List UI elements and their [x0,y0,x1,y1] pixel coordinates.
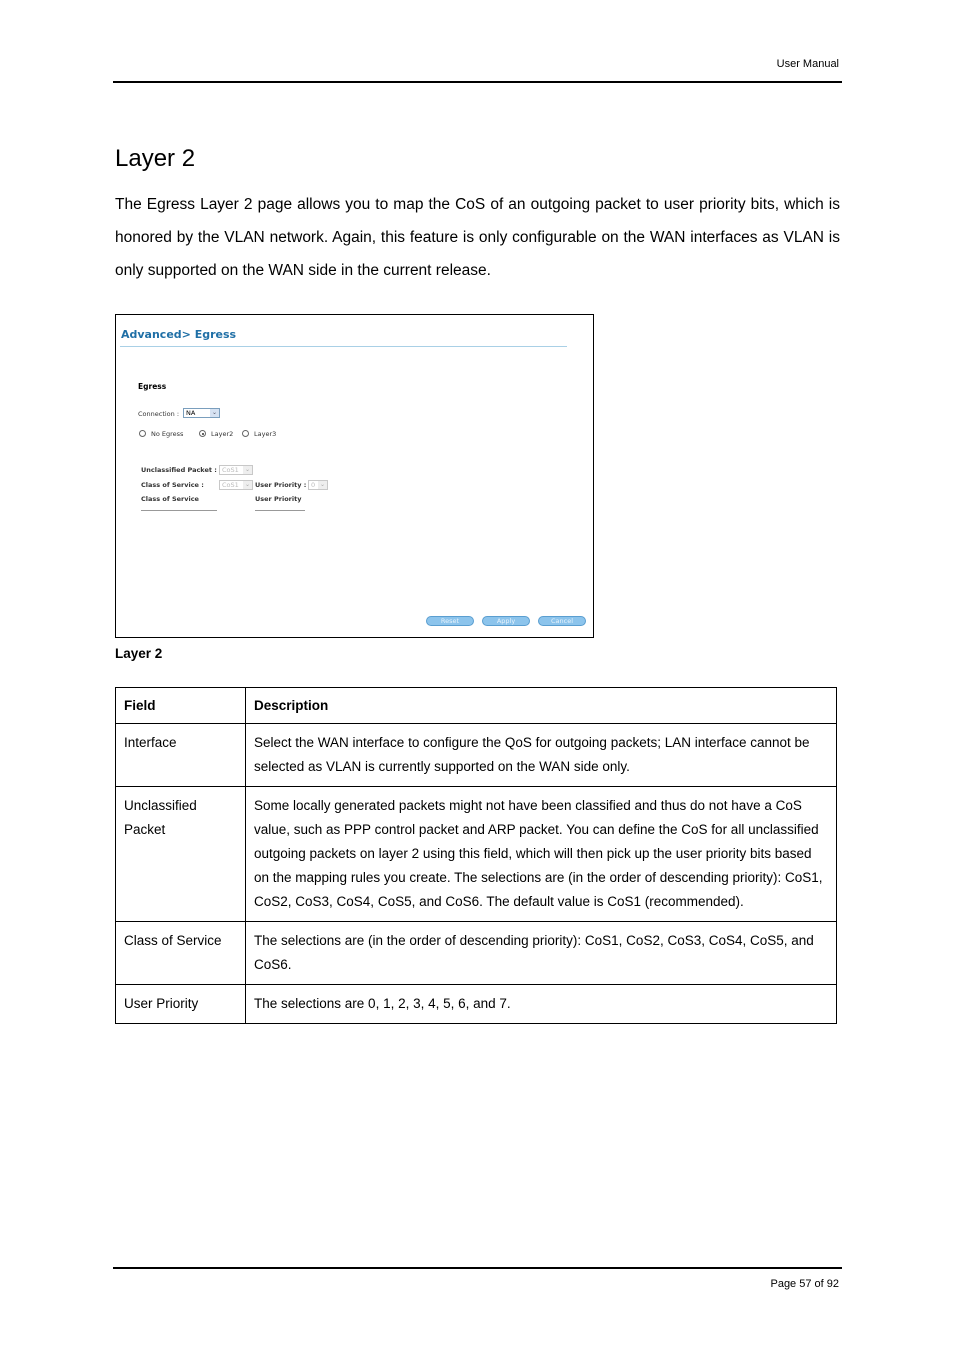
unclassified-select[interactable] [219,465,253,475]
radio-layer3-label: Layer3 [254,430,277,438]
field-cell: Interface [116,724,246,787]
chevron-down-icon: ⌄ [244,481,251,488]
footer-rule [113,1267,842,1269]
cancel-button[interactable]: Cancel [538,616,586,626]
radio-no-egress-label: No Egress [151,430,184,438]
description-cell: Some locally generated packets might not have been classified and thus do not have a CoS value, such as PPP control packet and ARP packet. You can define the CoS for all unclassified outgoing packets on layer 2 using this field, which will then pick up the user priority bits based on the mapping rules you create. The selections are (in the order of descending priority): CoS1, CoS2, CoS3, CoS4, CoS5, and CoS6. The default value is CoS1 (recommended). [246,787,837,922]
table-row [116,922,837,985]
connection-label: Connection : [138,410,180,418]
table-row [116,985,837,1024]
radio-layer3[interactable] [242,430,249,437]
chevron-down-icon: ⌄ [211,409,218,416]
radio-layer2-label: Layer2 [211,430,234,438]
breadcrumb: Advanced> Egress [121,328,237,341]
table-row [116,724,837,787]
user-priority-select[interactable] [308,480,328,490]
col-header-cos: Class of Service [141,495,199,503]
header-description: Description [246,688,837,724]
cos-select[interactable] [219,480,253,490]
egress-screenshot [115,314,594,638]
radio-no-egress[interactable] [139,430,146,437]
unclassified-label: Unclassified Packet : [141,466,217,474]
description-cell: Select the WAN interface to configure the QoS for outgoing packets; LAN interface cannot be selected as VLAN is currently supported on the WAN side only. [246,724,837,787]
field-cell: Unclassified Packet [116,787,246,922]
chevron-down-icon: ⌄ [319,481,326,488]
radio-layer2[interactable] [199,430,206,437]
table-row [116,787,837,922]
apply-button[interactable]: Apply [482,616,530,626]
breadcrumb-rule [120,346,567,347]
field-cell: User Priority [116,985,246,1024]
chevron-down-icon: ⌄ [244,466,251,473]
unclassified-value: CoS1 [222,466,239,474]
cos-label: Class of Service : [141,481,204,489]
table-header-row [116,688,837,724]
field-cell: Class of Service [116,922,246,985]
connection-value: NA [186,409,196,417]
cos-value: CoS1 [222,481,239,489]
header-field: Field [116,688,246,724]
description-cell: The selections are (in the order of descending priority): CoS1, CoS2, CoS3, CoS4, CoS5, and CoS6. [246,922,837,985]
figure-caption: Layer 2 [115,646,163,661]
description-cell: The selections are 0, 1, 2, 3, 4, 5, 6, and 7. [246,985,837,1024]
header-title: User Manual [776,58,839,70]
user-priority-value: 0 [311,481,316,489]
section-heading: Layer 2 [115,145,196,172]
connection-select[interactable] [183,408,220,418]
egress-title: Egress [138,382,167,391]
user-priority-label: User Priority : [255,481,307,489]
header-rule [113,81,842,83]
field-description-table [115,687,837,1024]
reset-button[interactable]: Reset [426,616,474,626]
intro-paragraph: The Egress Layer 2 page allows you to map the CoS of an outgoing packet to user priority bits, which is honored by the VLAN network. Again, this feature is only configurable on the WAN interfaces as VLAN is only supported on the WAN side in the current release. [115,196,840,279]
col-header-user-priority: User Priority [255,495,302,503]
user-priority-underline [255,510,305,511]
page-number: Page 57 of 92 [770,1278,839,1290]
cos-underline [141,510,217,511]
